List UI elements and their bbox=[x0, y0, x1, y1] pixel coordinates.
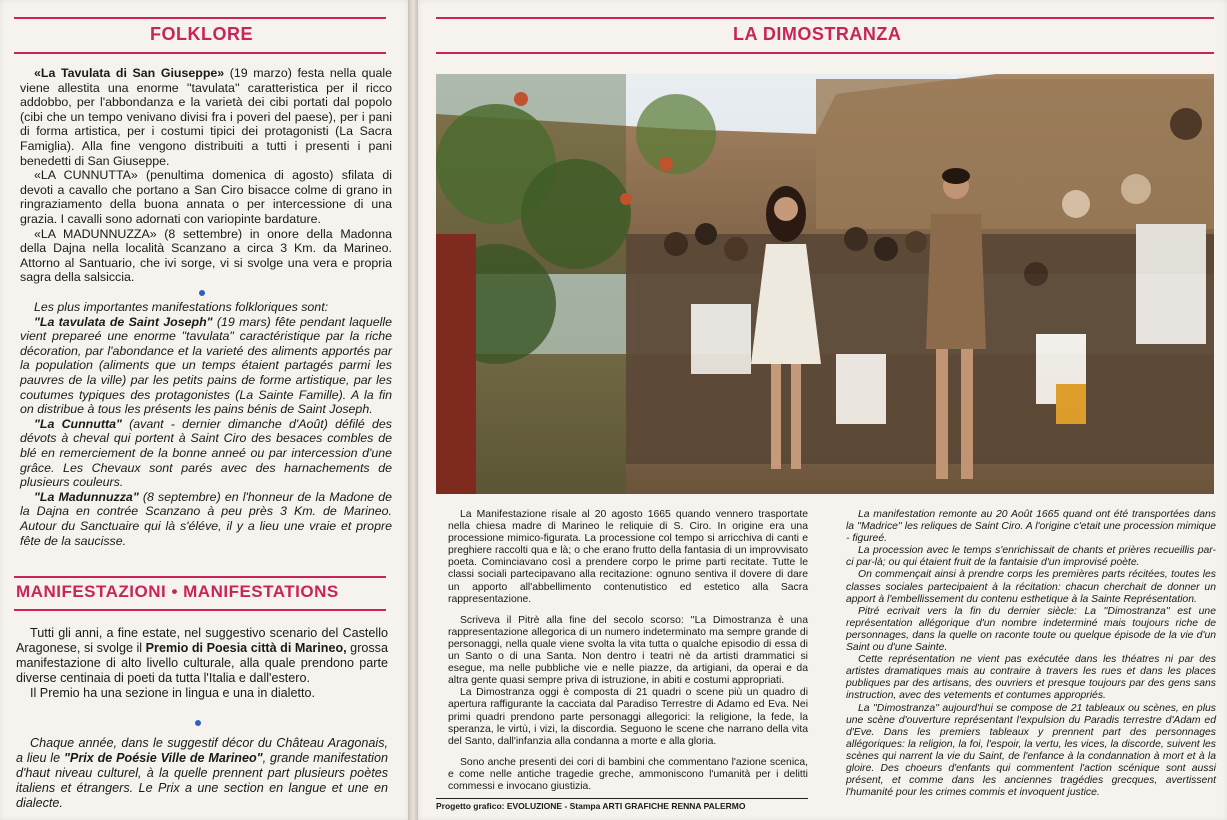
dimostranza-photo bbox=[436, 74, 1214, 494]
manifestazioni-paragraph-bold: Premio di Poesia città di Marineo, bbox=[145, 641, 347, 655]
folklore-paragraph-text: «LA MADUNNUZZA» (8 settembre) in onore della Madonna della Dajna nella località Scanzano a circa 3 Km. da Marineo. Attorno al Santuario, che ivi sorge, vi si svolge una vera e propria sagra della salsiccia. bbox=[20, 226, 392, 285]
folklore-fr-paragraph-bold: "La Madunnuzza" bbox=[34, 489, 139, 504]
top-rule-right bbox=[436, 17, 1214, 19]
manifestations-paragraph bbox=[16, 736, 388, 811]
dimostranza-heading: LA DIMOSTRANZA bbox=[733, 24, 902, 44]
manifest-rule-bottom bbox=[14, 609, 386, 611]
bullet-dot bbox=[199, 290, 205, 296]
heading-rule-right bbox=[436, 52, 1214, 54]
dimostranza-it-paragraph: Scriveva il Pitrè alla fine del secolo scorso: ''La Dimostranza è una rappresentazione allegorica di un numero indeterminato ma sempre grande di personaggi, nella quale viene svolta la vita tutta o qualche episodio di essa di un Santo o di una Santa. Non dentro i teatri nè da artisti drammatici si esegue, ma nelle pubbliche vie e nelle piazze, da artigiani, da operai e da altra gente quasi sempre priva di istruzione, in abiti e costumi appropriati. bbox=[448, 614, 808, 687]
folklore-fr-paragraph-bold: "La tavulata de Saint Joseph" bbox=[34, 314, 213, 329]
folklore-paragraph bbox=[20, 168, 392, 226]
manifestazioni-paragraph bbox=[16, 686, 388, 701]
manifest-rule-top bbox=[14, 576, 386, 578]
folklore-fr-paragraph-text: (8 septembre) en l'honneur de la Madone de la Dajna en contrée Scanzano à peu près 3 Km. de Marineo. Autour du Sanctuaire qui là s'éléve, il y a lieu une vraie et propre fête de la saucisse. bbox=[20, 489, 392, 548]
credits-footer: Progetto grafico: EVOLUZIONE - Stampa ARTI GRAFICHE RENNA PALERMO bbox=[436, 801, 746, 811]
manifestations-paragraph-text: Chaque année, dans le suggestif décor du Château Aragonais, a lieu le bbox=[16, 736, 388, 765]
dimostranza-it-paragraph: La Dimostranza oggi è composta di 21 quadri o scene più un quadro di apertura raffigurante la cacciata dal Paradiso Terrestre di Adamo ed Eva. Nei primi quadri prendono parte personaggi allegorici: la religione, la fede, la speranza, le virtù, i vizi, la discordia. Seguono le scene che narrano della vita del Santo, dall'infanzia alla condanna a morte e alla gloria. bbox=[448, 687, 808, 747]
folklore-fr-paragraph-text: (avant - dernier dimanche d'Août) défilé des dévots à cheval qui portent à Saint Ciro des besaces combles de blé en remerciement de la bonne anneé ou par intercession d'une grâce. Les Chevaux sont parés avec des harnachements de plusieurs couleurs. bbox=[20, 416, 392, 490]
folklore-heading: FOLKLORE bbox=[150, 24, 253, 44]
dimostranza-fr-paragraph: La ''Dimostranza'' aujourd'hui se compose de 21 tableaux ou scènes, en plus une scène d'ouverture représentant l'expulsion du Paradis terrestre d'Adam ed d'Eve. Dans les premiers tableaux y prennent part des personnages allégoriques: la religion, la foi, l'espoir, la vertu, les vices, la discorde, suivent les scènes qui narrent la vie du Saint, de l'enfance à la condannation à mort et à la gloire. Des choeurs d'enfants qui commentent l'action scénique sont aussi présent, et comme dans les anciennes tragédies grecques, avertissent l'humanité pour les crimes commis et invoquent justice. bbox=[846, 702, 1216, 799]
folklore-paragraph-bold: «La Tavulata di San Giuseppe» bbox=[34, 66, 225, 80]
photo-illustration bbox=[436, 74, 1214, 494]
manifestazioni-paragraph-text: grossa manifestazione di alto livello culturale, alla quale prendono parte diverse centinaia di poeti da tutta l'Italia e dall'estero. bbox=[16, 641, 388, 685]
manifestations-paragraph-text: , grande manifestation d'haut niveau culturel, à la quelle prennent part plusieurs poètes italiens et étrangers. Le Prix a une section en langue et une en dialecte. bbox=[16, 751, 388, 810]
folklore-fr-paragraph bbox=[20, 315, 392, 417]
folklore-fr-paragraph-text: Les plus importantes manifestations folkloriques sont: bbox=[34, 300, 329, 314]
manifestazioni-italian-text bbox=[16, 626, 388, 701]
dimostranza-fr-paragraph: Pitré ecrivait vers la fin du dernier siècle: La ''Dimostranza'' est une représentation allégorique d'un nombre indeterminé mais toujours riche de personnages, dans la quelle on raconte toute ou quelque épisode de la vie d'un Saint ou d'une Sainte. bbox=[846, 605, 1216, 654]
manifestations-heading: MANIFESTAZIONI • MANIFESTATIONS bbox=[16, 582, 339, 601]
page-fold bbox=[408, 0, 418, 820]
folklore-fr-paragraph bbox=[20, 490, 392, 548]
manifestazioni-paragraph bbox=[16, 626, 388, 686]
top-rule-left bbox=[14, 17, 386, 19]
dimostranza-french-text bbox=[846, 509, 1216, 799]
footer-rule bbox=[436, 798, 808, 799]
folklore-paragraph-text: «LA CUNNUTTA» (penultima domenica di agosto) sfilata di devoti a cavallo che portano a San Ciro bisacce colme di grano in ringraziamento della buona annata o per intercessione di una grazia. I cavalli sono adornati con variopinte bardature. bbox=[20, 168, 392, 226]
dimostranza-it-paragraph: La Manifestazione risale al 20 agosto 1665 quando vennero trasportate nella chiesa madre di Marineo le reliquie di S. Ciro. In origine era una processione mimico-figurata. La processione col tempo si arricchiva di canti e preghiere raccolti qua e là; o che erano frutto della fantasia di un improvvisato poeta. Cominciavano così a prendere corpo le prime parti recitate. Tutte le classi sociali partecipavano alla recitazione: ognuno sentiva il dovere di dare un apporto all'abbellimento contenutistico ed estetico alla Sacra rappresentazione. bbox=[448, 509, 808, 605]
dimostranza-fr-paragraph: Cette représentation ne vient pas exécutée dans les théatres ni par des artistes dramatiques mais au contraire à travers les rues et dans les places publiques par des artisans, des ouvriers et presque toujours par des gens sans instruction, avec des vetements et contumes appropriés. bbox=[846, 654, 1216, 702]
folklore-paragraph-text: (19 marzo) festa nella quale viene allestita una enorme ''tavulata'' caratteristica per il ricco addobbo, per l'abbondanza e la varietà dei cibi portati dal popolo (cibi che un tempo venivano divisi fra i poveri del paese), per i pani di forma artistica, per i costumi tipici dei protagonisti (La Sacra Famiglia). Alla fine vengono distribuiti a tutti i presenti i pani benedetti di San Giuseppe. bbox=[20, 66, 392, 168]
manifestations-paragraph-bold: "Prix de Poésie Ville de Marineo" bbox=[63, 751, 263, 765]
folklore-paragraph bbox=[20, 227, 392, 285]
dimostranza-fr-paragraph: On commençait ainsi à prendre corps les premières parts récitées, toutes les classes sociales partecipaient à la récitation: chacun cherchait de donner un apport à l'embellissement du contenu esthetique à la Sainte Représentation. bbox=[846, 569, 1216, 605]
folklore-fr-paragraph-text: (19 mars) fête pendant laquelle vient prepareé une enorme "tavulata" caractéristique par la riche décoration, par l'abondance et la varieté des aliments apportés par la population (aliments que un temps étaient partagés parmi les pauvres de la ville) par les petits pains de forme artistique, par les coutumes typiques des protagonistes (La Sainte Famille). A la fin on distribue à tous les présents les pains bénis de Saint Joseph. bbox=[20, 314, 392, 417]
folklore-fr-paragraph bbox=[20, 417, 392, 490]
bullet-dot bbox=[195, 720, 201, 726]
dimostranza-fr-paragraph: La manifestation remonte au 20 Août 1665 quand ont été transportées dans la ''Madrice'' les reliques de Saint Ciro. A l'origine c'etait une procession mimique - figureé. bbox=[846, 509, 1216, 545]
folklore-italian-text bbox=[20, 66, 392, 285]
folklore-fr-paragraph bbox=[20, 300, 392, 315]
manifestazioni-paragraph-text: Il Premio ha una sezione in lingua e una in dialetto. bbox=[30, 686, 315, 700]
folklore-fr-paragraph-bold: "La Cunnutta" bbox=[34, 416, 122, 431]
manifestations-french-text bbox=[16, 736, 388, 811]
dimostranza-italian-text bbox=[448, 509, 808, 793]
dimostranza-it-paragraph: Sono anche presenti dei cori di bambini che commentano l'azione scenica, e come nelle antiche tragedie greche, ammoniscono l'umanità per i delitti commessi e invocano giustizia. bbox=[448, 756, 808, 792]
folklore-paragraph bbox=[20, 66, 392, 168]
folklore-french-text bbox=[20, 300, 392, 548]
manifestazioni-paragraph-text: Tutti gli anni, a fine estate, nel suggestivo scenario del Castello Aragonese, si svolge il bbox=[16, 626, 388, 655]
dimostranza-fr-paragraph: La procession avec le temps s'enrichissait de chants et prières recueillis par-ci par-là; ou qui étaient fruit de la fantaisie d'un improvisé poète. bbox=[846, 545, 1216, 569]
heading-rule-left bbox=[14, 52, 386, 54]
